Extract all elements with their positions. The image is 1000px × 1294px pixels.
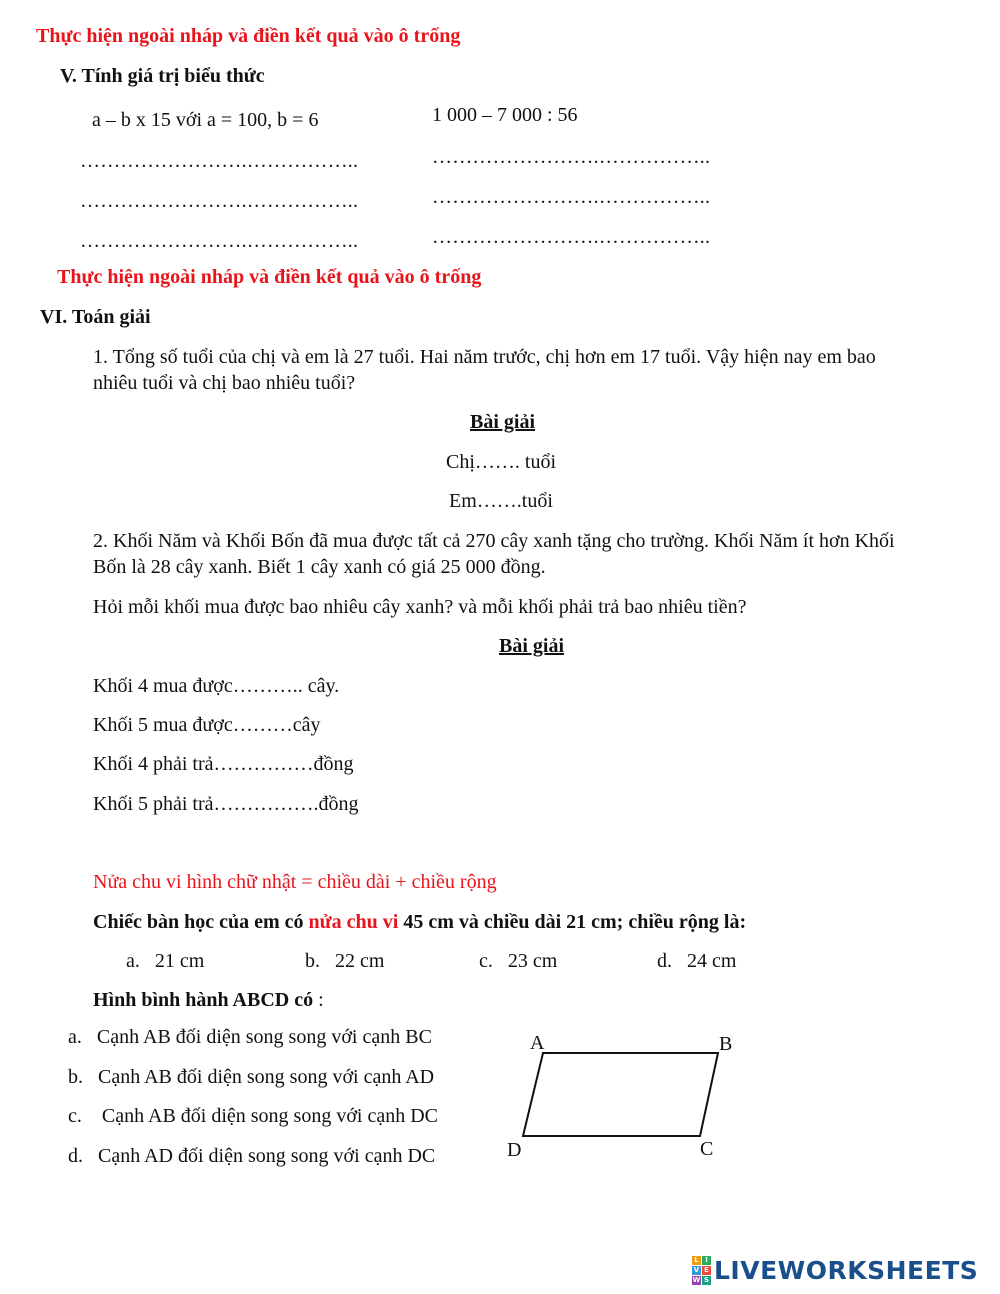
answer-khoi4-tien[interactable]: Khối 4 phải trả……………đồng (93, 753, 354, 775)
desk-option-d[interactable] (657, 949, 736, 973)
option-text: Cạnh AB đối diện song song với cạnh AD (98, 1066, 435, 1088)
parallelogram-option-b[interactable] (68, 1065, 434, 1089)
logo-tile: E (702, 1266, 711, 1275)
liveworksheets-logo (692, 1255, 978, 1285)
instruction-heading: Thực hiện ngoài nháp và điền kết quả vào ô trống (36, 25, 461, 47)
problem-2-line-2: Bốn là 28 cây xanh. Biết 1 cây xanh có giá 25 000 đồng. (93, 556, 546, 578)
section-vi-title: VI. Toán giải (40, 306, 151, 328)
option-text: 21 cm (154, 950, 205, 972)
option-letter: a. (126, 950, 140, 972)
option-text: Cạnh AD đối diện song song với cạnh DC (98, 1145, 436, 1167)
answer-line-left-2[interactable]: …………………….…………….. (80, 190, 359, 212)
parallelogram-title-text: Hình bình hành ABCD có (93, 989, 314, 1011)
desk-question-part2: 45 cm và chiều dài 21 cm; chiều rộng là: (398, 911, 747, 933)
logo-tile: L (692, 1256, 701, 1265)
desk-question-part1: Chiếc bàn học của em có (93, 911, 309, 933)
answer-khoi5-tien[interactable]: Khối 5 phải trả…………….đồng (93, 793, 359, 815)
logo-tile: S (703, 1275, 710, 1284)
desk-question-highlight: nửa chu vi (308, 911, 399, 933)
formula-note: Nửa chu vi hình chữ nhật = chiều dài + chiều rộng (93, 871, 497, 893)
answer-line-left-3[interactable]: …………………….…………….. (80, 230, 359, 252)
answer-line-right-2[interactable]: …………………….…………….. (432, 186, 711, 208)
desk-question (93, 910, 746, 934)
answer-line-right-3[interactable]: …………………….…………….. (432, 226, 711, 248)
vertex-label-a: A (530, 1032, 545, 1054)
parallelogram-shape (523, 1053, 718, 1136)
expression-left: a – b x 15 với a = 100, b = 6 (92, 109, 319, 131)
problem-1-line-1: 1. Tổng số tuổi của chị và em là 27 tuổi. Hai năm trước, chị hơn em 17 tuổi. Vậy hiện nay em bao (93, 346, 876, 368)
option-letter: b. (68, 1066, 83, 1088)
problem-2-question: Hỏi mỗi khối mua được bao nhiêu cây xanh? và mỗi khối phải trả bao nhiêu tiền? (93, 596, 747, 618)
logo-tile: W (692, 1275, 701, 1284)
parallelogram-title-suffix: : (313, 989, 324, 1011)
option-letter: c. (68, 1105, 82, 1127)
desk-option-b[interactable] (305, 949, 384, 973)
instruction-heading-2: Thực hiện ngoài nháp và điền kết quả vào ô trống (57, 266, 482, 288)
desk-option-c[interactable] (479, 949, 557, 973)
solution-label-1: Bài giải (470, 411, 536, 433)
vertex-label-d: D (507, 1139, 522, 1161)
answer-khoi4-cay[interactable]: Khối 4 mua được……….. cây. (93, 675, 340, 697)
expression-right: 1 000 – 7 000 : 56 (432, 104, 578, 126)
vertex-label-c: C (700, 1138, 714, 1160)
parallelogram-figure (490, 1025, 760, 1165)
problem-2-line-1: 2. Khối Năm và Khối Bốn đã mua được tất cả 270 cây xanh tặng cho trường. Khối Năm ít hơn Khối (93, 530, 895, 552)
option-text: 24 cm (687, 950, 737, 972)
option-letter: b. (305, 950, 320, 972)
parallelogram-title (93, 988, 324, 1012)
answer-line-left-1[interactable]: …………………….…………….. (80, 150, 359, 172)
vertex-label-b: B (719, 1033, 733, 1055)
option-letter: a. (68, 1026, 82, 1048)
logo-tile: I (702, 1256, 711, 1265)
answer-khoi5-cay[interactable]: Khối 5 mua được………cây (93, 714, 321, 736)
desk-option-a[interactable] (126, 949, 204, 973)
option-text: 23 cm (507, 950, 558, 972)
option-letter: d. (68, 1145, 83, 1167)
section-v-title: V. Tính giá trị biểu thức (60, 65, 265, 87)
logo-tile: V (693, 1265, 700, 1274)
solution-label-2: Bài giải (499, 635, 565, 657)
option-text: Cạnh AB đối diện song song với cạnh BC (96, 1026, 432, 1048)
option-text: Cạnh AB đối diện song song với cạnh DC (101, 1105, 439, 1127)
logo-icon (692, 1256, 711, 1285)
answer-line-right-1[interactable]: …………………….…………….. (432, 146, 711, 168)
problem-1-line-2: nhiêu tuổi và chị bao nhiêu tuổi? (93, 372, 356, 394)
logo-text: LIVEWORKSHEETS (714, 1255, 979, 1285)
parallelogram-option-a[interactable] (68, 1025, 432, 1049)
option-letter: c. (479, 950, 493, 972)
option-letter: d. (657, 950, 672, 972)
parallelogram-option-c[interactable] (68, 1104, 438, 1128)
answer-chi[interactable]: Chị……. tuổi (446, 451, 557, 473)
parallelogram-option-d[interactable] (68, 1144, 435, 1168)
option-text: 22 cm (335, 950, 385, 972)
answer-em[interactable]: Em…….tuổi (449, 490, 553, 512)
